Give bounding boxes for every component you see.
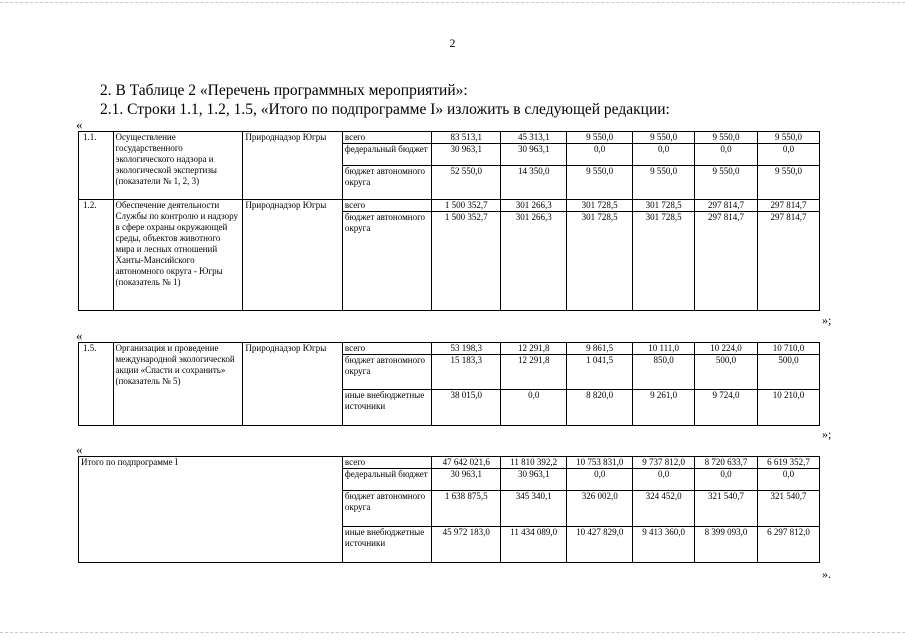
value-cell: 9 724,0 bbox=[695, 390, 758, 426]
value-cell: 297 814,7 bbox=[757, 200, 819, 212]
table-subprogram-total bbox=[78, 456, 820, 563]
value-cell: 0,0 bbox=[695, 144, 758, 166]
value-cell: 14 350,0 bbox=[501, 166, 567, 200]
value-cell: 297 814,7 bbox=[695, 200, 758, 212]
open-quote-3: « bbox=[76, 442, 83, 457]
value-cell: 0,0 bbox=[757, 144, 819, 166]
source-label: всего bbox=[342, 132, 431, 144]
value-cell: 301 266,3 bbox=[501, 200, 567, 212]
value-cell: 301 728,5 bbox=[567, 212, 633, 311]
value-cell: 30 963,1 bbox=[432, 469, 501, 491]
value-cell: 1 500 352,7 bbox=[432, 212, 501, 311]
value-cell: 52 550,0 bbox=[432, 166, 501, 200]
table-row bbox=[79, 200, 820, 212]
value-cell: 297 814,7 bbox=[757, 212, 819, 311]
value-cell: 9 861,5 bbox=[567, 343, 633, 355]
source-label: бюджет автономного округа bbox=[342, 166, 431, 200]
value-cell: 30 963,1 bbox=[501, 469, 567, 491]
table-row bbox=[79, 132, 820, 144]
value-cell: 11 434 089,0 bbox=[501, 527, 567, 563]
value-cell: 53 198,3 bbox=[432, 343, 501, 355]
value-cell: 0,0 bbox=[567, 144, 633, 166]
row-executor: Природнадзор Югры bbox=[243, 132, 342, 200]
value-cell: 9 550,0 bbox=[567, 132, 633, 144]
value-cell: 10 111,0 bbox=[633, 343, 695, 355]
value-cell: 10 224,0 bbox=[695, 343, 758, 355]
row-name: Осуществление государственного экологического надзора и экологической экспертизы (показатели № 1, 2, 3) bbox=[113, 132, 243, 200]
row-name: Обеспечение деятельности Службы по контролю и надзору в сфере охраны окружающей среды, объектов животного мира и лесных отношений Ханты-Мансийского автономного округа - Югры (показатель № 1) bbox=[113, 200, 243, 311]
value-cell: 9 550,0 bbox=[633, 132, 695, 144]
value-cell: 301 728,5 bbox=[633, 212, 695, 311]
value-cell: 301 728,5 bbox=[633, 200, 695, 212]
total-title: Итого по подпрограмме I bbox=[79, 457, 343, 563]
value-cell: 8 820,0 bbox=[567, 390, 633, 426]
heading-line-2: 2.1. Строки 1.1, 1.2, 1.5, «Итого по подпрограмме I» изложить в следующей редакции: bbox=[100, 101, 670, 118]
close-quote-3: ». bbox=[822, 567, 831, 581]
table-row bbox=[79, 343, 820, 355]
value-cell: 6 297 812,0 bbox=[758, 527, 820, 563]
value-cell: 30 963,1 bbox=[432, 144, 501, 166]
open-quote-1: « bbox=[76, 117, 83, 132]
value-cell: 8 720 633,7 bbox=[695, 457, 758, 469]
row-number: 1.5. bbox=[79, 343, 114, 426]
close-quote-1: »; bbox=[822, 313, 832, 327]
row-number: 1.1. bbox=[79, 132, 114, 200]
row-executor: Природнадзор Югры bbox=[243, 200, 342, 311]
value-cell: 38 015,0 bbox=[432, 390, 501, 426]
open-quote-2: « bbox=[76, 328, 83, 343]
page-number: 2 bbox=[449, 36, 456, 50]
value-cell: 1 041,5 bbox=[567, 355, 633, 390]
row-number: 1.2. bbox=[79, 200, 114, 311]
value-cell: 321 540,7 bbox=[758, 491, 820, 527]
source-label: бюджет автономного округа bbox=[342, 212, 431, 311]
value-cell: 0,0 bbox=[758, 469, 820, 491]
value-cell: 0,0 bbox=[633, 144, 695, 166]
value-cell: 9 550,0 bbox=[633, 166, 695, 200]
table-row bbox=[79, 457, 820, 469]
value-cell: 1 500 352,7 bbox=[432, 200, 501, 212]
value-cell: 12 291,8 bbox=[501, 355, 567, 390]
value-cell: 1 638 875,5 bbox=[432, 491, 501, 527]
value-cell: 0,0 bbox=[501, 390, 567, 426]
source-label: бюджет автономного округа bbox=[342, 491, 431, 527]
value-cell: 297 814,7 bbox=[695, 212, 758, 311]
value-cell: 500,0 bbox=[757, 355, 819, 390]
close-quote-2: »; bbox=[822, 427, 832, 441]
value-cell: 324 452,0 bbox=[633, 491, 695, 527]
scan-edge-top bbox=[0, 2, 905, 3]
value-cell: 9 550,0 bbox=[567, 166, 633, 200]
value-cell: 12 291,8 bbox=[501, 343, 567, 355]
row-name: Организация и проведение международной экологической акции «Спасти и сохранить» (показатель № 5) bbox=[113, 343, 243, 426]
heading-line-1: 2. В Таблице 2 «Перечень программных мероприятий»: bbox=[100, 82, 468, 99]
value-cell: 326 002,0 bbox=[567, 491, 633, 527]
value-cell: 0,0 bbox=[633, 469, 695, 491]
source-label: иные внебюджетные источники bbox=[342, 527, 431, 563]
value-cell: 321 540,7 bbox=[695, 491, 758, 527]
table-rows-1-1-1-2 bbox=[78, 131, 820, 311]
value-cell: 83 513,1 bbox=[432, 132, 501, 144]
value-cell: 500,0 bbox=[695, 355, 758, 390]
value-cell: 0,0 bbox=[695, 469, 758, 491]
value-cell: 8 399 093,0 bbox=[695, 527, 758, 563]
value-cell: 10 710,0 bbox=[757, 343, 819, 355]
source-label: федеральный бюджет bbox=[342, 469, 431, 491]
table-row-1-5 bbox=[78, 342, 820, 426]
value-cell: 9 737 812,0 bbox=[633, 457, 695, 469]
scan-edge-bottom bbox=[0, 632, 905, 633]
value-cell: 11 810 392,2 bbox=[501, 457, 567, 469]
source-label: всего bbox=[342, 200, 431, 212]
value-cell: 9 261,0 bbox=[633, 390, 695, 426]
value-cell: 10 753 831,0 bbox=[567, 457, 633, 469]
row-executor: Природнадзор Югры bbox=[243, 343, 342, 426]
source-label: федеральный бюджет bbox=[342, 144, 431, 166]
source-label: всего bbox=[342, 343, 431, 355]
value-cell: 45 972 183,0 bbox=[432, 527, 501, 563]
value-cell: 47 642 021,6 bbox=[432, 457, 501, 469]
value-cell: 45 313,1 bbox=[501, 132, 567, 144]
value-cell: 9 550,0 bbox=[757, 132, 819, 144]
source-label: иные внебюджетные источники bbox=[342, 390, 431, 426]
value-cell: 9 550,0 bbox=[695, 166, 758, 200]
value-cell: 10 210,0 bbox=[757, 390, 819, 426]
value-cell: 10 427 829,0 bbox=[567, 527, 633, 563]
source-label: бюджет автономного округа bbox=[342, 355, 431, 390]
value-cell: 850,0 bbox=[633, 355, 695, 390]
value-cell: 301 728,5 bbox=[567, 200, 633, 212]
value-cell: 9 550,0 bbox=[695, 132, 758, 144]
value-cell: 301 266,3 bbox=[501, 212, 567, 311]
value-cell: 9 550,0 bbox=[757, 166, 819, 200]
value-cell: 6 619 352,7 bbox=[758, 457, 820, 469]
value-cell: 15 183,3 bbox=[432, 355, 501, 390]
value-cell: 9 413 360,0 bbox=[633, 527, 695, 563]
value-cell: 0,0 bbox=[567, 469, 633, 491]
source-label: всего bbox=[342, 457, 431, 469]
value-cell: 345 340,1 bbox=[501, 491, 567, 527]
value-cell: 30 963,1 bbox=[501, 144, 567, 166]
